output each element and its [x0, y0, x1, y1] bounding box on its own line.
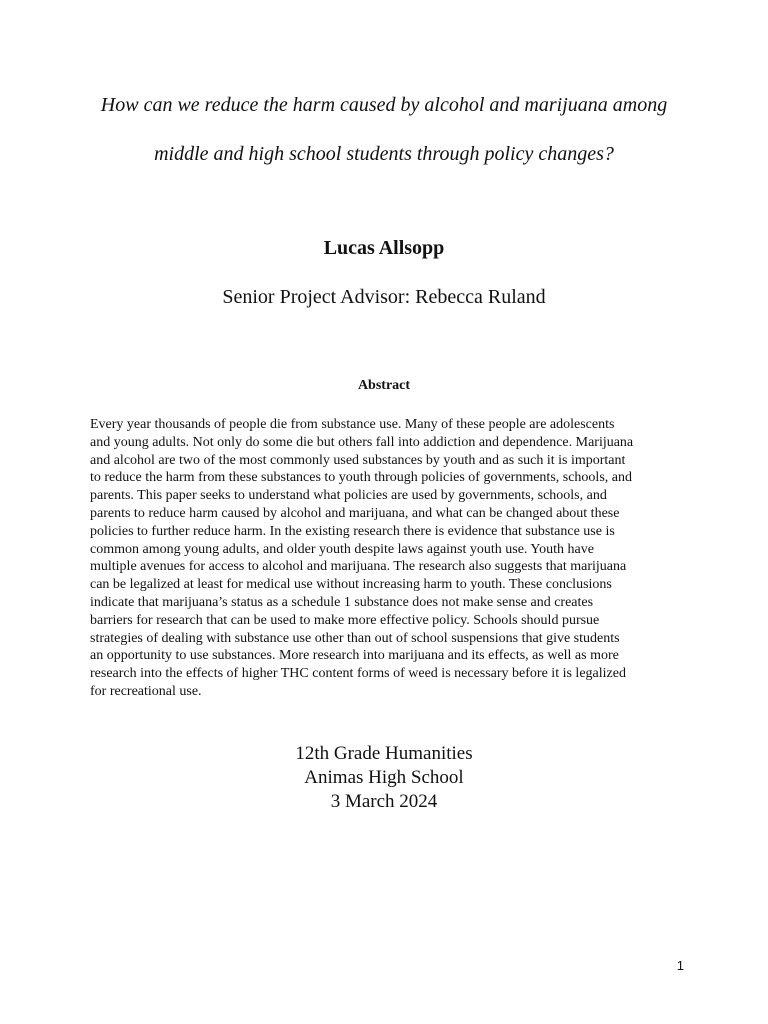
abstract-line: common among young adults, and older youth despite laws against youth use. Youth have	[90, 541, 594, 557]
course-info	[0, 742, 768, 814]
abstract-line: and young adults. Not only do some die but others fall into addiction and dependence. Marijuana	[90, 434, 634, 450]
submission-date: 3 March 2024	[330, 791, 438, 812]
school-name: Animas High School	[304, 767, 464, 788]
abstract-line: strategies of dealing with substance use other than out of school suspensions that give students	[90, 630, 620, 646]
abstract-line: policies to further reduce harm. In the existing research there is evidence that substance use is	[90, 523, 615, 539]
abstract-line: parents to reduce harm caused by alcohol and marijuana, and what can be changed about these	[90, 505, 620, 521]
advisor-line: Senior Project Advisor: Rebecca Ruland	[222, 286, 546, 308]
page-number: 1	[676, 958, 684, 973]
abstract-line: multiple avenues for access to alcohol and marijuana. The research also suggests that marijuana	[90, 559, 627, 575]
abstract-line: indicate that marijuana’s status as a schedule 1 substance does not make sense and creates	[90, 594, 594, 610]
abstract-line: an opportunity to use substances. More research into marijuana and its effects, as well as more	[90, 648, 619, 664]
abstract-body	[90, 416, 680, 701]
abstract-line: barriers for research that can be used to make more effective policy. Schools should pursue	[90, 612, 600, 628]
course-name: 12th Grade Humanities	[295, 743, 473, 764]
abstract-heading: Abstract	[357, 378, 411, 393]
abstract-line: for recreational use.	[90, 683, 202, 699]
title-line-2: middle and high school students through policy changes?	[154, 143, 614, 165]
abstract-line: to reduce the harm from these substances to youth through policies of governments, schools, and	[90, 470, 632, 486]
author-name: Lucas Allsopp	[323, 237, 445, 259]
title-line-1: How can we reduce the harm caused by alcohol and marijuana among	[100, 94, 668, 116]
abstract-line: parents. This paper seeks to understand what policies are used by governments, schools, and	[90, 488, 607, 504]
abstract-line: and alcohol are two of the most commonly used substances by youth and as such it is important	[90, 452, 626, 468]
abstract-line: research into the effects of higher THC content forms of weed is necessary before it is legalized	[90, 666, 626, 682]
abstract-line: Every year thousands of people die from substance use. Many of these people are adolescents	[90, 417, 615, 432]
abstract-line: can be legalized at least for medical use without increasing harm to youth. These conclusions	[90, 577, 612, 593]
